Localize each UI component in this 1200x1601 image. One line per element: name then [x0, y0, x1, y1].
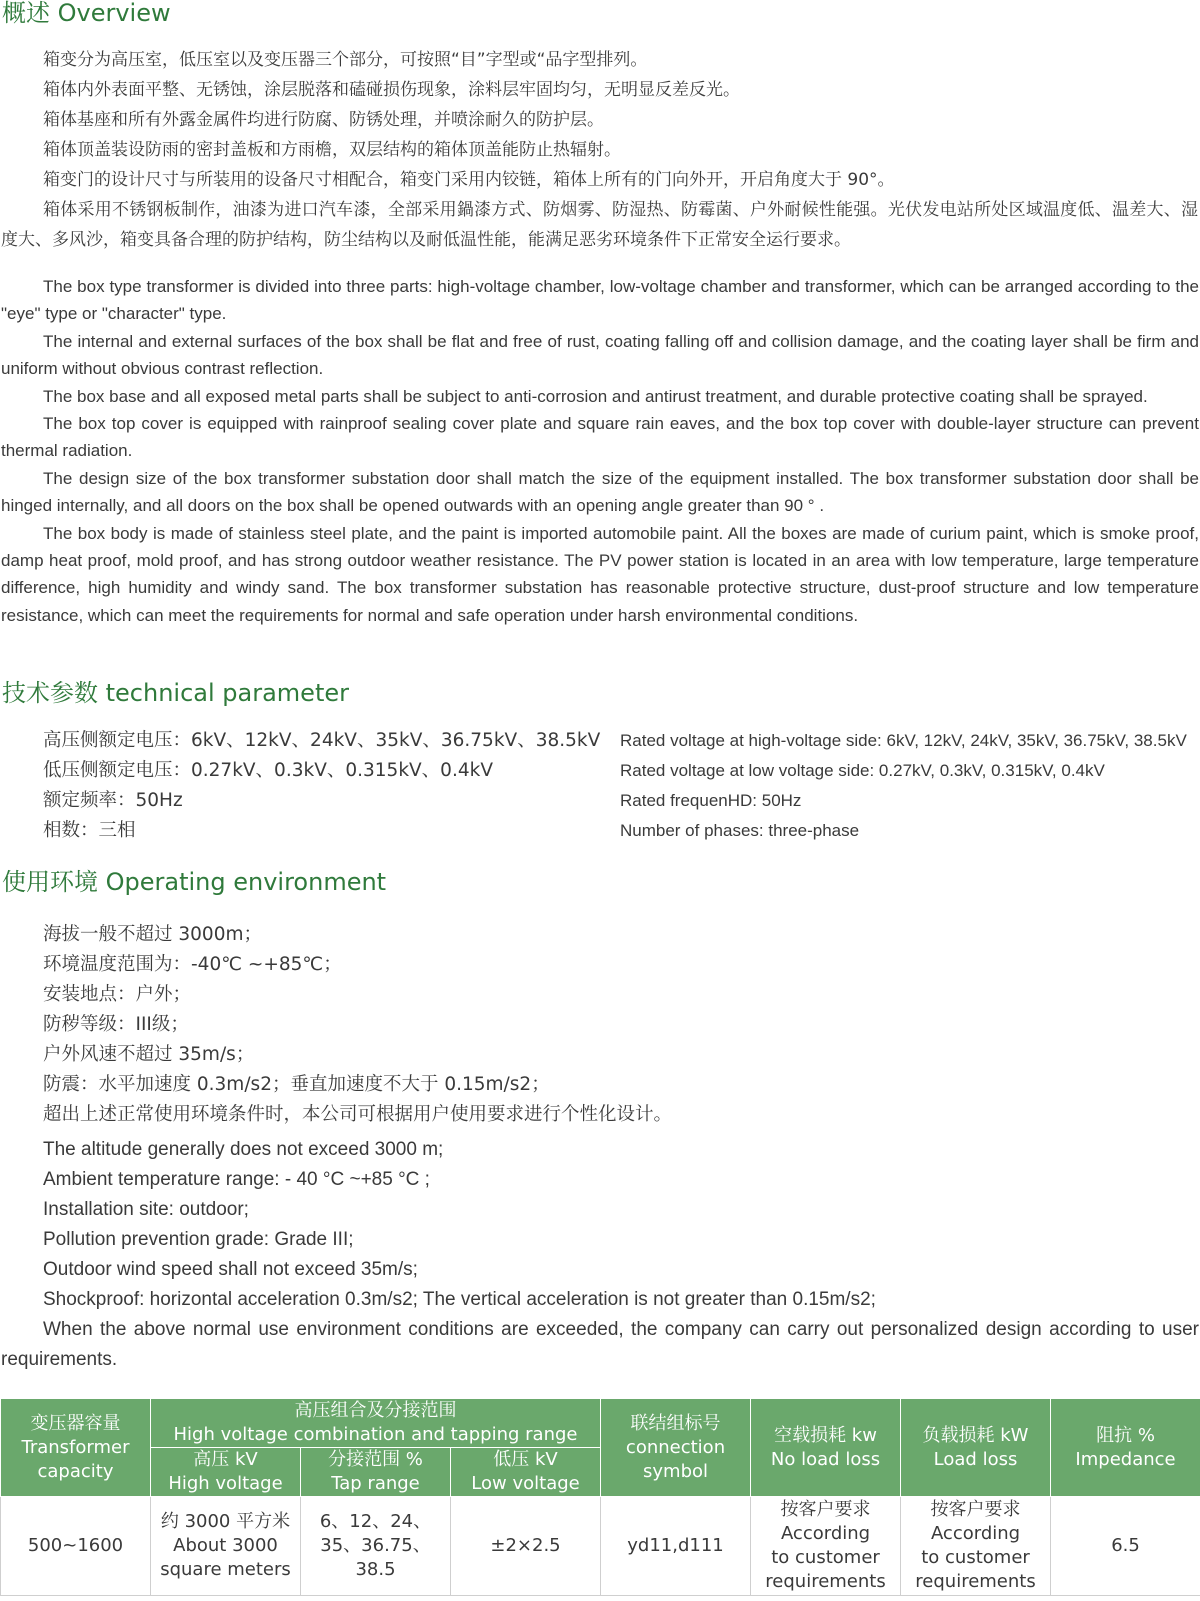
cell-tap [301, 1497, 451, 1596]
env-title: 使用环境 Operating environment [2, 868, 387, 896]
header-hv-group-en: High voltage combination and tapping range [173, 1424, 578, 1445]
overview-en-paragraph: The box top cover is equipped with rainproof sealing cover plate and square rain eaves, and the box top cover with double-layer structure can prevent thermal radiation. [1, 414, 1199, 461]
header-impedance-en: Impedance [1075, 1448, 1176, 1470]
overview-en-paragraph: The box type transformer is divided into three parts: high-voltage chamber, low-voltage chamber and transformer, which can be arranged according to the "eye" type or "character" type. [1, 277, 1199, 324]
header-capacity-en2: capacity [37, 1460, 114, 1482]
header-no-load-en: No load loss [770, 1448, 881, 1470]
header-hv [151, 1448, 301, 1497]
env-cn-item: 海拔一般不超过 3000m； [43, 924, 262, 945]
cell-lv: ±2×2.5 [451, 1497, 601, 1596]
parameter-table [0, 1398, 1200, 1596]
header-no-load-loss [751, 1399, 901, 1497]
env-cn-item: 安装地点：户外； [43, 984, 192, 1005]
header-connection-en2: symbol [643, 1460, 709, 1482]
cell-load-line: to customer [921, 1547, 1030, 1568]
env-cn-item: 环境温度范围为：-40℃ ~+85℃； [43, 954, 342, 975]
header-lv [451, 1448, 601, 1497]
header-load-en: Load loss [933, 1448, 1018, 1470]
table-row [1, 1497, 1200, 1596]
env-en-item: Installation site: outdoor; [43, 1199, 249, 1220]
param-en-item: Rated voltage at low voltage side: 0.27kV, 0.3kV, 0.315kV, 0.4kV [620, 761, 1105, 780]
overview-cn-paragraph: 箱变分为高压室，低压室以及变压器三个部分，可按照“目”字型或“品字型排列。 [43, 50, 648, 70]
header-load-cn: 负载损耗 kW [922, 1424, 1029, 1446]
overview-en-paragraph: The box body is made of stainless steel plate, and the paint is imported automobile paint. All the boxes are made of curium paint, which is smoke proof, damp heat proof, mold proof, and has strong outdoor weather resistance. The PV power station is located in an area with low temperature, large temperature difference, high humidity and windy sand. The box transformer substation has reasonable protective structure, dust-proof structure and low temperature resistance, which can meet the requirements for normal and safe operation under harsh environmental conditions. [1, 523, 1199, 625]
env-en-item: Shockproof: horizontal acceleration 0.3m/s2; The vertical acceleration is not greater than 0.15m/s2; [43, 1289, 876, 1310]
overview-cn-block [1, 45, 1198, 255]
header-hv-cn: 高压 kV [193, 1449, 258, 1470]
overview-cn-paragraph: 箱体基座和所有外露金属件均进行防腐、防锈处理，并喷涂耐久的防护层。 [43, 110, 604, 130]
overview-title: 概述 Overview [2, 0, 171, 27]
param-cn-item: 相数：三相 [43, 820, 136, 841]
cell-no-load-line: requirements [765, 1571, 886, 1592]
header-tap-cn: 分接范围 % [328, 1449, 423, 1470]
env-cn-item: 防震：水平加速度 0.3m/s2；垂直加速度不大于 0.15m/s2； [43, 1074, 550, 1095]
header-tap-en: Tap range [331, 1473, 420, 1494]
header-capacity-en1: Transformer [21, 1436, 130, 1458]
overview-cn-paragraph: 箱体内外表面平整、无锈蚀，涂层脱落和磕碰损伤现象，涂料层牢固均匀，无明显反差反光。 [43, 80, 740, 100]
env-cn-list [43, 920, 672, 1130]
overview-en-paragraph: The box base and all exposed metal parts shall be subject to anti-corrosion and antirust treatment, and durable protective coating shall be sprayed. [43, 386, 1148, 406]
cell-hv-line: square meters [160, 1559, 291, 1580]
param-en-item: Rated frequenHD: 50Hz [620, 791, 802, 810]
param-cn-item: 高压侧额定电压：6kV、12kV、24kV、35kV、36.75kV、38.5kV [43, 730, 601, 751]
header-impedance-cn: 阻抗 % [1096, 1424, 1155, 1446]
header-lv-en: Low voltage [471, 1473, 580, 1494]
cell-hv [151, 1497, 301, 1596]
cell-capacity: 500~1600 [1, 1497, 151, 1596]
header-hv-en: High voltage [168, 1473, 283, 1494]
cell-hv-line: 约 3000 平方米 [160, 1511, 291, 1532]
cell-tap-line: 38.5 [355, 1559, 396, 1580]
cell-no-load-line: According [780, 1523, 871, 1544]
cell-load-loss [901, 1497, 1051, 1596]
overview-cn-paragraph: 箱体顶盖装设防雨的密封盖板和方雨檐，双层结构的箱体顶盖能防止热辐射。 [43, 140, 621, 160]
overview-en-block [1, 273, 1199, 629]
header-load-loss [901, 1399, 1051, 1497]
env-en-closing-paragraph: When the above normal use environment conditions are exceeded, the company can carry out personalized design according to user requirements. [1, 1319, 1199, 1370]
env-en-item: Pollution prevention grade: Grade III; [43, 1229, 354, 1250]
param-en-item: Rated voltage at high-voltage side: 6kV, 12kV, 24kV, 35kV, 36.75kV, 38.5kV [620, 731, 1187, 750]
params-title: 技术参数 technical parameter [2, 679, 349, 707]
cell-no-load-line: to customer [771, 1547, 880, 1568]
env-en-item: The altitude generally does not exceed 3000 m; [43, 1139, 444, 1160]
overview-cn-paragraph: 箱变门的设计尺寸与所装用的设备尺寸相配合，箱变门采用内铰链，箱体上所有的门向外开，开启角度大于 90°。 [43, 170, 895, 190]
params-en-list [620, 726, 1187, 846]
cell-no-load-line: 按客户要求 [780, 1499, 871, 1520]
param-cn-item: 低压侧额定电压：0.27kV、0.3kV、0.315kV、0.4kV [43, 760, 493, 781]
cell-connection: yd11,d111 [601, 1497, 751, 1596]
env-cn-item: 防秽等级：III级； [43, 1014, 189, 1035]
header-capacity-cn: 变压器容量 [30, 1412, 121, 1434]
header-tap [301, 1448, 451, 1497]
header-connection-cn: 联结组标号 [630, 1412, 721, 1434]
cell-tap-line: 6、12、24、 [319, 1511, 432, 1532]
params-cn-list [43, 726, 600, 846]
env-cn-item: 户外风速不超过 35m/s； [43, 1044, 255, 1065]
overview-en-paragraph: The design size of the box transformer substation door shall match the size of the equipment installed. The box transformer substation door shall be hinged internally, and all doors on the box shall be opened outwards with an opening angle greater than 90 ° . [1, 468, 1199, 516]
header-lv-cn: 低压 kV [493, 1449, 558, 1470]
overview-cn-paragraph: 箱体采用不锈钢板制作，油漆为进口汽车漆，全部采用鍋漆方式、防烟雾、防湿热、防霉菌、户外耐候性能强。光伏发电站所处区域温度低、温差大、湿度大、多风沙，箱变具备合理的防护结构，防尘结构以及耐低温性能，能满足恶劣环境条件下正常安全运行要求。 [1, 200, 1198, 250]
cell-tap-line: 35、36.75、 [320, 1535, 431, 1556]
cell-hv-line: About 3000 [173, 1535, 278, 1556]
cell-impedance: 6.5 [1051, 1497, 1200, 1596]
header-hv-group [151, 1399, 601, 1448]
header-connection [601, 1399, 751, 1497]
header-capacity [1, 1399, 151, 1497]
cell-no-load-loss [751, 1497, 901, 1596]
param-en-item: Number of phases: three-phase [620, 821, 860, 840]
env-en-item: Outdoor wind speed shall not exceed 35m/s; [43, 1259, 418, 1280]
cell-load-line: requirements [915, 1571, 1036, 1592]
cell-load-line: According [930, 1523, 1021, 1544]
env-en-list [43, 1135, 876, 1315]
cell-load-line: 按客户要求 [930, 1499, 1021, 1520]
param-cn-item: 额定频率：50Hz [43, 790, 183, 811]
env-en-item: Ambient temperature range: - 40 °C ~+85 °C ; [43, 1169, 430, 1190]
header-connection-en1: connection [625, 1436, 726, 1458]
overview-en-paragraph: The internal and external surfaces of the box shall be flat and free of rust, coating falling off and collision damage, and the coating layer shall be firm and uniform without obvious contrast reflection. [1, 331, 1199, 379]
header-impedance [1051, 1399, 1200, 1497]
env-cn-item: 超出上述正常使用环境条件时，本公司可根据用户使用要求进行个性化设计。 [43, 1104, 673, 1125]
header-no-load-cn: 空载损耗 kw [774, 1424, 877, 1446]
header-hv-group-cn: 高压组合及分接范围 [294, 1400, 457, 1421]
